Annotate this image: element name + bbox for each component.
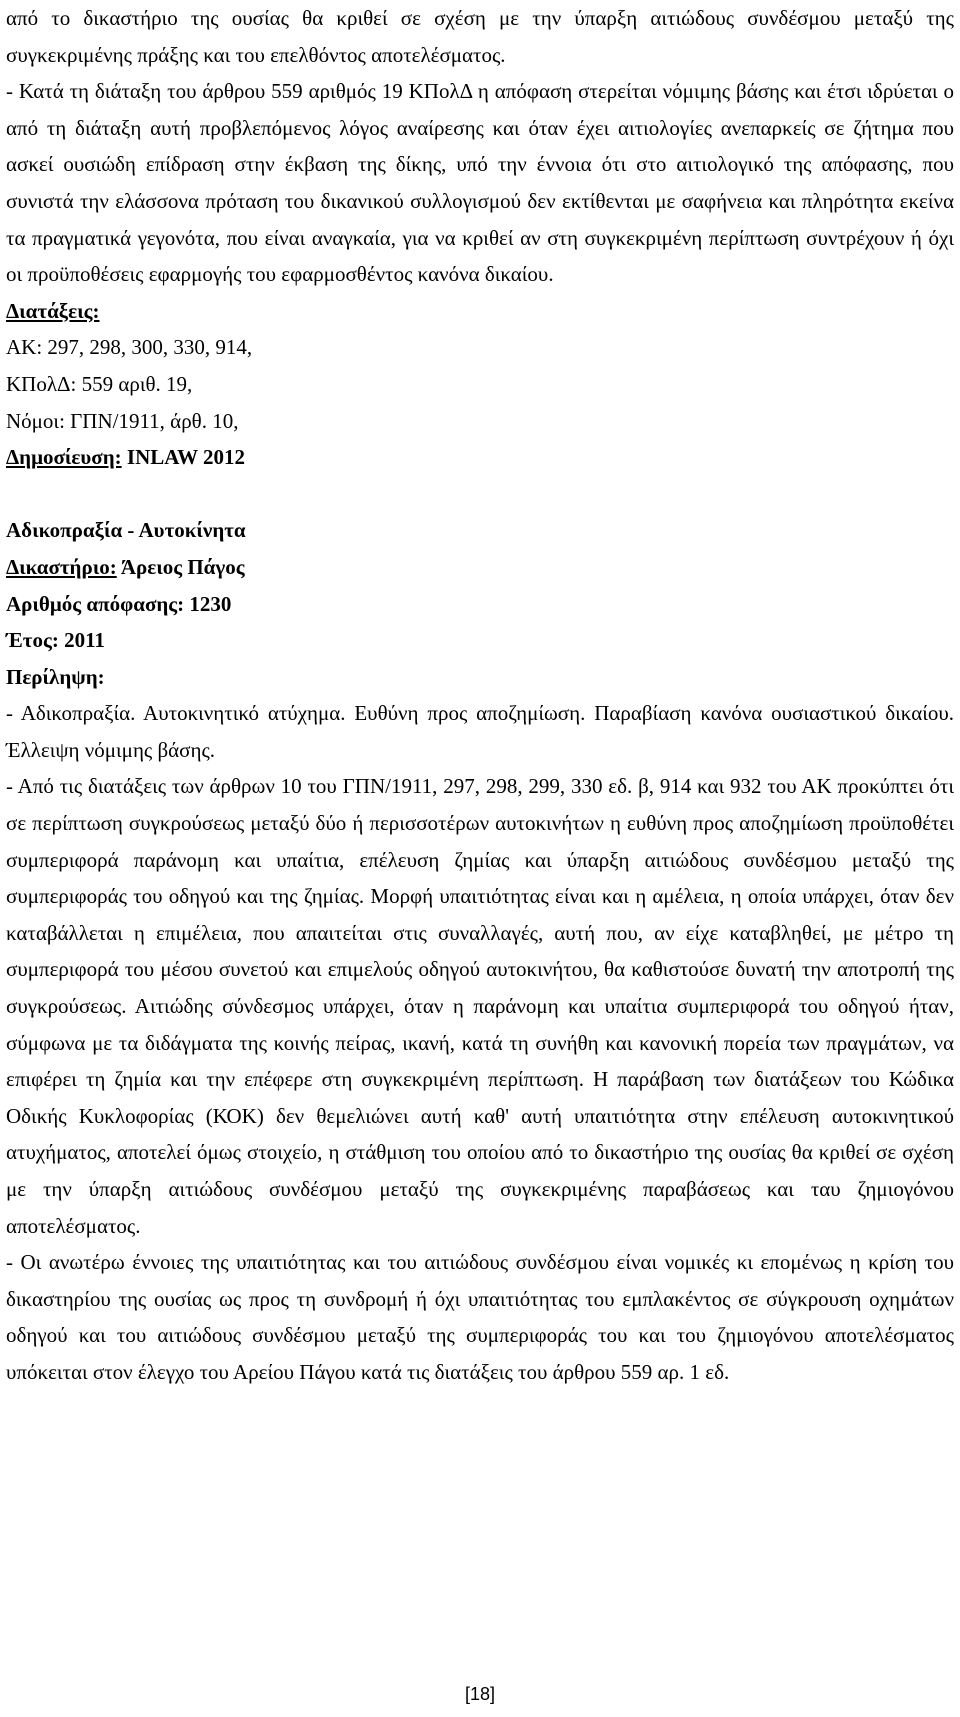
case1-provision-laws: Νόμοι: ΓΠΝ/1911, άρθ. 10, (6, 408, 239, 433)
case1-provision-ak: ΑΚ: 297, 298, 300, 330, 914, (6, 335, 253, 360)
case2-court-value: Άρειος Πάγος (120, 554, 245, 579)
case2-court (6, 549, 954, 586)
case2-summary-label: Περίληψη: (6, 664, 105, 689)
case1-provisions-label: Διατάξεις: (6, 298, 100, 323)
case2-summary-point-3: - Οι ανωτέρω έννοιες της υπαιτιότητας και του αιτιώδους συνδέσμου είναι νομικές κι επομένως η κρίση του δικαστηρίου της ουσίας ως προς τη συνδρομή ή όχι υπαιτιότητας του εμπλακέντος σε σύγκρουση οχημάτων οδηγού και του αιτιώδους συνδέσμου μεταξύ της συμπεριφοράς του και του ζημιογόνου αποτελέσματος υπόκειται στον έλεγχο του Αρείου Πάγου κατά τις διατάξεις του άρθρου 559 αρ. 1 εδ. (6, 1250, 954, 1384)
case1-publication-label: Δημοσίευση: (6, 445, 122, 470)
case1-provision-kpold: ΚΠολΔ: 559 αριθ. 19, (6, 371, 193, 396)
case2-summary-point-2: - Από τις διατάξεις των άρθρων 10 του ΓΠΝ/1911, 297, 298, 299, 330 εδ. β, 914 και 932 του ΑΚ προκύπτει ότι σε περίπτωση συγκρούσεως μεταξύ δύο ή περισσοτέρων αυτοκινήτων η ευθύνη προς αποζημίωση προϋποθέτει συμπεριφορά παράνομη και υπαίτια, επέλευση ζημίας και ύπαρξη αιτιώδους συνδέσμου μεταξύ της συμπεριφοράς του οδηγού και της ζημίας. Μορφή υπαιτιότητας είναι και η αμέλεια, η οποία υπάρχει, όταν δεν καταβάλλεται η επιμέλεια, που απαιτείται στις συναλλαγές, αυτή που, αν είχε καταβληθεί, με μέτρο τη συμπεριφορά του μέσου συνετού και επιμελούς οδηγού αυτοκινήτου, θα καθιστούσε δυνατή την αποτροπή της συγκρούσεως. Αιτιώδης σύνδεσμος υπάρχει, όταν η παράνομη και υπαίτια συμπεριφορά του οδηγού ήταν, σύμφωνα με τα διδάγματα της κοινής πείρας, ικανή, κατά τη συνήθη και κανονική πορεία των πραγμάτων, να επιφέρει τη ζημία και την επέφερε στη συγκεκριμένη περίπτωση. Η παράβαση των διατάξεων του Κώδικα Οδικής Κυκλοφορίας (ΚΟΚ) δεν θεμελιώνει αυτή καθ' αυτή υπαιτιότητα στην επέλευση αυτοκινητικού ατυχήματος, αποτελεί όμως στοιχείο, η στάθμιση του οποίου από το δικαστήριο της ουσίας θα κριθεί σε σχέση με την ύπαρξη αιτιώδους συνδέσμου μεταξύ της συγκεκριμένης παραβάσεως και ταυ ζημιογόνου αποτελέσματος. (6, 774, 954, 1238)
case1-publication (6, 439, 954, 476)
case2-decision-value: 1230 (189, 591, 232, 616)
case2-court-label: Δικαστήριο: (6, 554, 117, 579)
case2-year (6, 622, 954, 659)
section-spacer (6, 476, 954, 513)
case2-title: Αδικοπραξία - Αυτοκίνητα (6, 518, 246, 543)
case2-year-value: 2011 (64, 628, 105, 653)
case2-decision-label: Αριθμός απόφασης: (6, 591, 185, 616)
case1-publication-value: INLAW 2012 (126, 445, 245, 470)
case2-summary-point-1: - Αδικοπραξία. Αυτοκινητικό ατύχημα. Ευθύνη προς αποζημίωση. Παραβίαση κανόνα ουσιαστικού δικαίου. Έλλειψη νόμιμης βάσης. (6, 701, 954, 762)
case2-year-label: Έτος: (6, 628, 59, 653)
document-page (6, 0, 954, 1391)
case2-decision-number (6, 586, 954, 623)
case1-summary-continuation: από το δικαστήριο της ουσίας θα κριθεί σε σχέση με την ύπαρξη αιτιώδους συνδέσμου μεταξύ της συγκεκριμένης πράξης και του επελθόντος αποτελέσματος. (6, 6, 954, 67)
case1-summary-point-2: - Κατά τη διάταξη του άρθρου 559 αριθμός 19 ΚΠολΔ η απόφαση στερείται νόμιμης βάσης και έτσι ιδρύεται ο από τη διάταξη αυτή προβλεπόμενος λόγος αναίρεσης και όταν έχει αιτιολογίες ανεπαρκείς σε ζήτημα που ασκεί ουσιώδη επίδραση στην έκβαση της δίκης, υπό την έννοια ότι στο αιτιολογικό της απόφασης, που συνιστά την ελάσσονα πρόταση του δικανικού συλλογισμού δεν εκτίθενται με σαφήνεια και πληρότητα εκείνα τα πραγματικά γεγονότα, που είναι αναγκαία, για να κριθεί αν στη συγκεκριμένη περίπτωση συντρέχουν ή όχι οι προϋποθέσεις εφαρμογής του εφαρμοσθέντος κανόνα δικαίου. (6, 79, 954, 287)
page-number: [18] (464, 1684, 496, 1704)
